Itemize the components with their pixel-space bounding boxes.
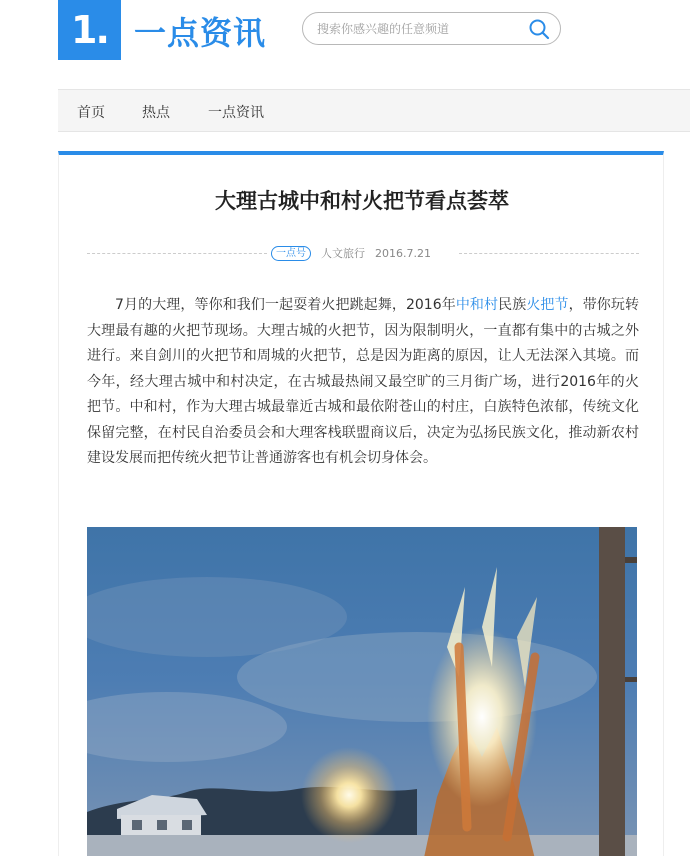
article-paragraph <box>87 293 639 472</box>
article-date: 2016.7.21 <box>375 246 431 260</box>
logo[interactable] <box>58 0 121 60</box>
paragraph-text: 民族 <box>498 297 527 313</box>
logo-text[interactable]: 一点资讯 <box>134 14 267 52</box>
article-card <box>58 151 664 856</box>
article-meta <box>87 244 639 262</box>
search-box <box>302 12 561 45</box>
keyword-link-torch-festival[interactable]: 火把节 <box>526 297 569 313</box>
site-header <box>0 0 690 80</box>
article-body <box>87 293 639 472</box>
article-title: 大理古城中和村火把节看点荟萃 <box>215 189 509 213</box>
meta-info <box>271 244 455 262</box>
search-input[interactable] <box>317 19 517 39</box>
main-nav <box>58 89 690 132</box>
article-source[interactable]: 人文旅行 <box>321 247 365 260</box>
search-icon[interactable] <box>528 18 550 40</box>
meta-divider-left <box>87 253 267 254</box>
nav-item-hot[interactable]: 热点 <box>142 105 170 121</box>
nav-item-home[interactable]: 首页 <box>77 105 105 121</box>
nav-item-yidian[interactable]: 一点资讯 <box>208 105 264 121</box>
article-photo <box>87 527 637 856</box>
paragraph-text: 7月的大理，等你和我们一起耍着火把跳起舞，2016年 <box>115 297 456 313</box>
keyword-link-zhonghe[interactable]: 中和村 <box>455 297 499 313</box>
source-badge[interactable]: 一点号 <box>271 246 311 261</box>
logo-number: 1. <box>71 8 108 52</box>
paragraph-text: ，带你玩转大理最有趣的火把节现场。大理古城的火把节，因为限制明火，一直都有集中的古城之外进行。来自剑川的火把节和周城的火把节，总是因为距离的原因，让人无法深入其境。而今年，经大理古城中和村决定，在古城最热闹又最空旷的三月街广场，进行2016年的火把节。中和村，作为大理古城最靠近古城和最依附苍山的村庄，白族特色浓郁，传统文化保留完整，在村民自治委员会和大理客栈联盟商议后，决定为弘扬民族文化，推动新农村建设发展而把传统火把节让普通游客也有机会切身体会。 <box>87 297 640 466</box>
meta-divider-right <box>459 253 639 254</box>
